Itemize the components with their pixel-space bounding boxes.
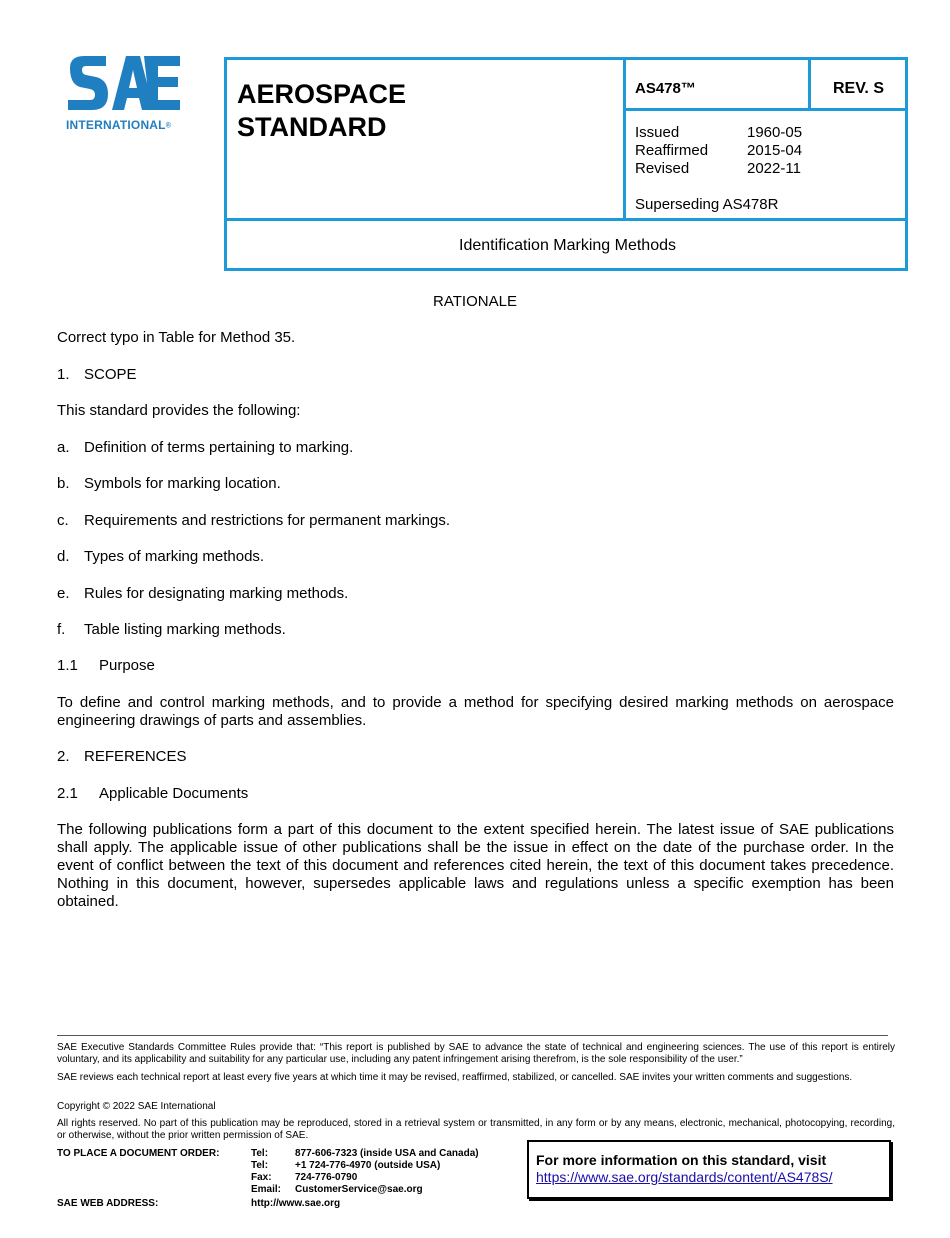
- section-number: 2.: [57, 748, 70, 765]
- section-title: REFERENCES: [84, 748, 187, 765]
- header-divider: [808, 60, 811, 109]
- list-marker: e.: [57, 585, 70, 602]
- scope-intro: This standard provides the following:: [57, 402, 301, 419]
- contact-label: Tel:: [251, 1160, 269, 1171]
- section-applicable-documents: [57, 785, 248, 803]
- list-text: Rules for designating marking methods.: [84, 585, 349, 602]
- list-text: Definition of terms pertaining to marking.: [84, 439, 354, 456]
- section-references: [57, 748, 187, 766]
- list-text: Requirements and restrictions for permanent markings.: [84, 512, 450, 529]
- date-row: [635, 142, 802, 160]
- contact-label: Tel:: [251, 1148, 269, 1159]
- superseding-note: Superseding AS478R: [635, 196, 779, 213]
- contact-value: 877-606-7323 (inside USA and Canada): [295, 1148, 479, 1159]
- date-value: 2022-11: [747, 160, 801, 177]
- standard-link[interactable]: https://www.sae.org/standards/content/AS478S/: [536, 1169, 833, 1185]
- more-info-heading: For more information on this standard, visit: [536, 1152, 827, 1168]
- header-box: [224, 57, 908, 271]
- contact-row: [251, 1172, 511, 1184]
- email-link[interactable]: CustomerService@sae.org: [295, 1184, 423, 1195]
- document-number: AS478™: [635, 80, 696, 97]
- order-label: TO PLACE A DOCUMENT ORDER:: [57, 1148, 220, 1159]
- contact-label[interactable]: Email:: [251, 1184, 282, 1195]
- section-number: 2.1: [57, 785, 78, 802]
- contact-row: [251, 1184, 511, 1196]
- list-item: [57, 621, 286, 639]
- contact-value: +1 724-776-4970 (outside USA): [295, 1160, 441, 1171]
- committee-rules-text: SAE Executive Standards Committee Rules provide that: “This report is published by SAE to advance the state of technical and engineering sciences. The use of this report is entirely voluntary, and its applicability and suitability for any particular use, including any patent infringement arising therefrom, is the sole responsibility of the user.”: [57, 1042, 895, 1065]
- header-divider: [623, 60, 626, 220]
- date-value: 1960-05: [747, 124, 803, 141]
- sae-logo: [66, 54, 188, 134]
- date-row: [635, 124, 802, 142]
- section-title: Purpose: [99, 657, 155, 674]
- list-marker: b.: [57, 475, 70, 492]
- date-value: 2015-04: [747, 142, 803, 159]
- list-text: Types of marking methods.: [84, 548, 265, 565]
- contact-row: [251, 1160, 511, 1172]
- section-title: Applicable Documents: [99, 785, 249, 802]
- footer-rule: [57, 1035, 888, 1036]
- date-label: Revised: [635, 160, 690, 177]
- header-divider: [227, 218, 908, 221]
- list-item: [57, 548, 264, 566]
- revision-label: REV. S: [833, 80, 884, 97]
- web-address-link[interactable]: http://www.sae.org: [251, 1198, 341, 1209]
- section-title: SCOPE: [84, 366, 137, 383]
- rationale-text: Correct typo in Table for Method 35.: [57, 329, 296, 346]
- copyright: Copyright © 2022 SAE International: [57, 1101, 216, 1112]
- list-item: [57, 585, 348, 603]
- logo-tagline: INTERNATIONAL: [66, 118, 166, 132]
- contact-value: 724-776-0790: [295, 1172, 358, 1183]
- sae-logo-mark: [66, 54, 182, 112]
- contact-label: Fax:: [251, 1172, 272, 1183]
- list-marker: a.: [57, 439, 70, 456]
- issue-dates: [635, 124, 802, 178]
- rights-text: All rights reserved. No part of this publication may be reproduced, stored in a retrieval system or transmitted, in any form or by any means, electronic, mechanical, photocopying, recording, or otherwise, without the prior written permission of SAE.: [57, 1118, 895, 1141]
- section-number: 1.: [57, 366, 70, 383]
- section-number: 1.1: [57, 657, 78, 674]
- registered-mark: ®: [165, 122, 172, 130]
- document-title: Identification Marking Methods: [459, 237, 676, 254]
- section-purpose: [57, 657, 155, 675]
- review-text: SAE reviews each technical report at least every five years at which time it may be revised, reaffirmed, stabilized, or cancelled. SAE invites your written comments and suggestions.: [57, 1072, 853, 1083]
- date-label: Reaffirmed: [635, 142, 709, 159]
- date-label: Issued: [635, 124, 680, 141]
- applicable-documents-text: The following publications form a part of this document to the extent specified herein. The latest issue of SAE publications shall apply. The applicable issue of other publications shall be the issue in effect on the date of the purchase order. In the event of conflict between the text of this document and references cited herein, the text of this document takes precedence. Nothing in this document, however, supersedes applicable laws and regulations unless a specific exemption has been obtained.: [57, 821, 894, 910]
- date-row: [635, 160, 802, 178]
- header-divider: [623, 108, 908, 111]
- document-type: [237, 78, 406, 144]
- document-type-line2: STANDARD: [237, 112, 387, 142]
- purpose-text: To define and control marking methods, and to provide a method for specifying desired marking methods on aerospace engineering drawings of parts and assemblies.: [57, 694, 894, 729]
- rationale-heading: RATIONALE: [433, 293, 517, 310]
- list-item: [57, 439, 353, 457]
- document-type-line1: AEROSPACE: [237, 79, 407, 109]
- list-marker: c.: [57, 512, 69, 529]
- more-info-box: [527, 1140, 891, 1199]
- order-contacts: [251, 1148, 511, 1196]
- web-label: SAE WEB ADDRESS:: [57, 1198, 159, 1209]
- section-scope: [57, 366, 137, 384]
- list-marker: f.: [57, 621, 66, 638]
- list-item: [57, 512, 450, 530]
- list-text: Table listing marking methods.: [84, 621, 286, 638]
- contact-row: [251, 1148, 511, 1160]
- list-text: Symbols for marking location.: [84, 475, 281, 492]
- list-item: [57, 475, 281, 493]
- list-marker: d.: [57, 548, 70, 565]
